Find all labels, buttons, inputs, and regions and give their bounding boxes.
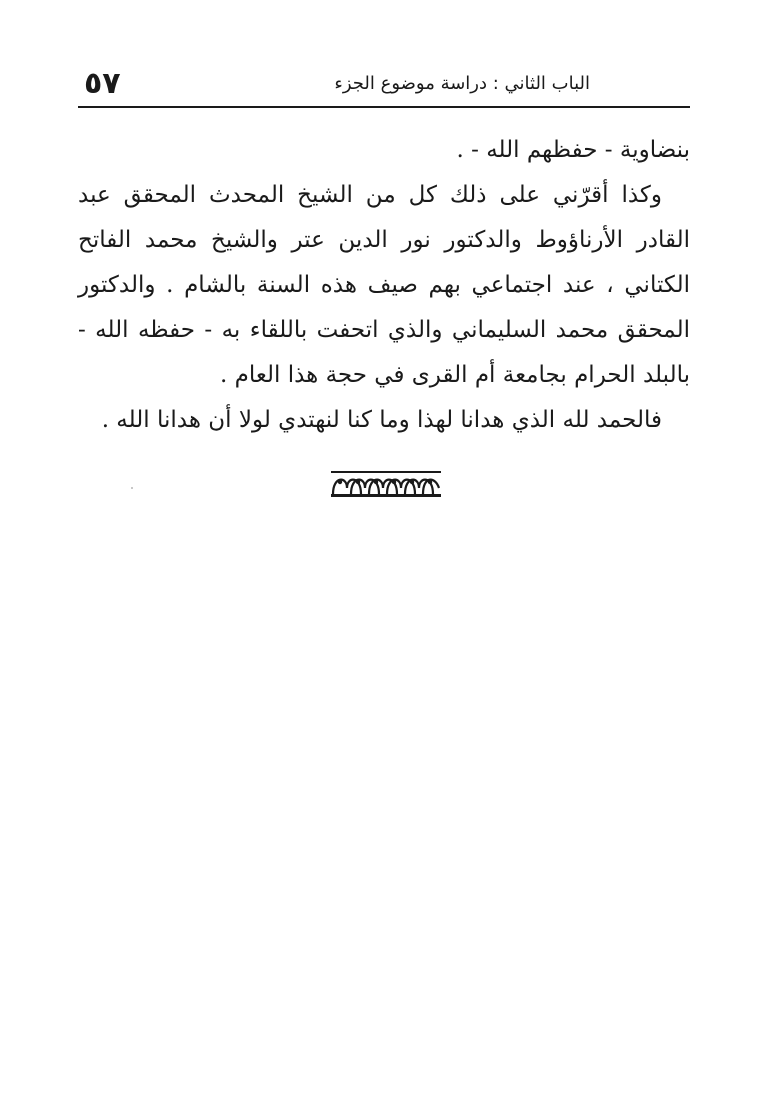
page-header bbox=[78, 62, 690, 104]
body-text bbox=[78, 128, 690, 443]
page-number: ٥٧ bbox=[84, 66, 121, 101]
paragraph-acknowledgement: وكذا أقرّني على ذلك كل من الشيخ المحدث المحقق عبد القادر الأرناؤوط والدكتور نور الدين عتر والشيخ محمد الفاتح الكتاني ، عند اجتماعي بهم صيف هذه السنة بالشام . والدكتور المحقق محمد السليماني والذي اتحفت باللقاء به - حفظه الله - بالبلد الحرام بجامعة أم القرى في حجة هذا العام . bbox=[78, 182, 690, 388]
decorative-arabesque-divider-icon bbox=[329, 468, 443, 498]
header-rule bbox=[78, 106, 690, 108]
running-title: الباب الثاني : دراسة موضوع الجزء bbox=[334, 73, 590, 94]
paragraph-continuation: بنضاوية - حفظهم الله - . bbox=[456, 137, 690, 163]
paragraph-praise: فالحمد لله الذي هدانا لهذا وما كنا لنهتدي لولا أن هدانا الله . bbox=[101, 407, 662, 433]
paper-speck bbox=[131, 487, 133, 489]
